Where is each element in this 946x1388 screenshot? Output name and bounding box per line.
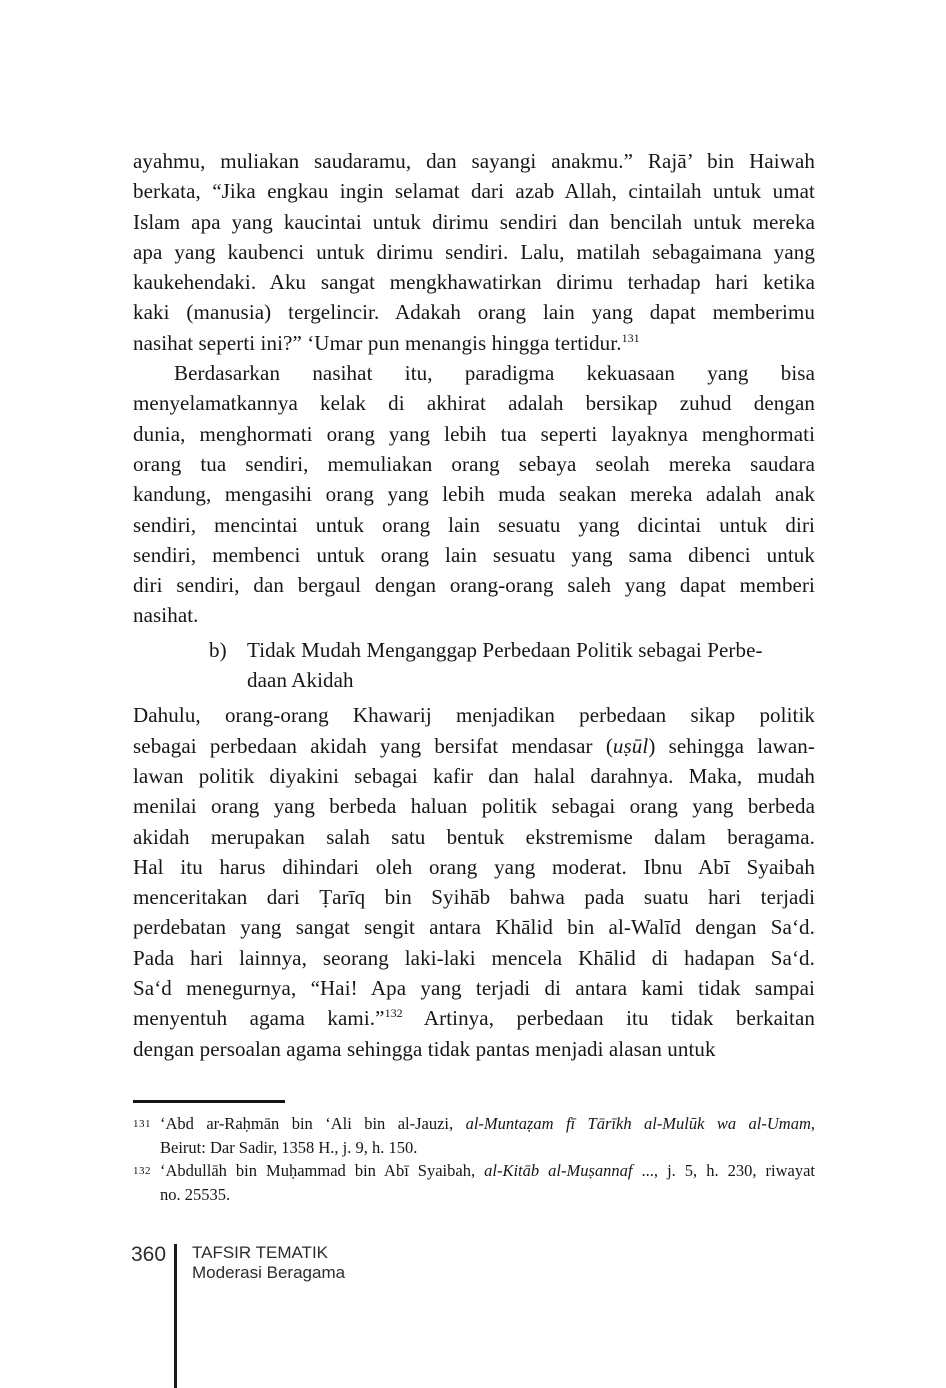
text-line (133, 510, 815, 540)
text-segment: al-Muntaẓam fī Tārīkh al-Mulūk wa al-Umam (465, 1114, 811, 1133)
book-subtitle: Moderasi Beragama (192, 1262, 346, 1282)
text-segment: sendiri, mencintai untuk orang lain sesuatu yang dicintai untuk diri (133, 512, 815, 537)
text-segment: orang tua sendiri, memuliakan orang sebaya seolah mereka saudara (133, 451, 815, 476)
text-line (133, 479, 815, 509)
text-segment: menyentuh agama kami.” (133, 1006, 385, 1031)
text-line (133, 328, 815, 358)
text-line (133, 207, 815, 237)
text-segment: menyelamatkannya kelak di akhirat adalah bersikap zuhud dengan (133, 391, 815, 416)
text-line (133, 852, 815, 882)
text-line (133, 731, 815, 761)
footnote-marker: 131 (133, 1118, 151, 1130)
text-segment: kaki (manusia) tergelincir. Adakah orang lain yang dapat memberimu (133, 300, 815, 325)
text-line (133, 761, 815, 791)
text-segment: ‘Abd ar-Raḥmān bin ‘Ali bin al-Jauzi, (160, 1114, 466, 1133)
heading-label: b) (209, 637, 227, 662)
text-segment: lawan politik diyakini sebagai kafir dan halal darahnya. Maka, mudah (133, 763, 815, 788)
heading-line: daan Akidah (247, 668, 354, 693)
paragraph (133, 146, 815, 358)
text-segment: Beirut: Dar Sadir, 1358 H., j. 9, h. 150. (160, 1137, 418, 1157)
text-segment: ‘Abdullāh bin Muḥammad bin Abī Syaibah, (160, 1161, 485, 1181)
text-segment: sebagai perbedaan akidah yang bersifat mendasar ( (133, 733, 613, 758)
text-segment: sendiri, membenci untuk orang lain sesuatu yang sama dibenci untuk (133, 542, 815, 567)
text-segment: al-Kitāb al-Muṣannaf (484, 1161, 633, 1181)
text-line (133, 449, 815, 479)
footnote-ref: 132 (384, 1006, 403, 1021)
text-line (133, 540, 815, 570)
heading-line: Tidak Mudah Menganggap Perbedaan Politik sebagai Perbe- (247, 637, 763, 662)
text-segment: menceritakan dari Ṭarīq bin Syihāb bahwa pada suatu hari terjadi (133, 885, 815, 910)
text-line (133, 297, 815, 327)
footnote-entry (133, 1159, 815, 1206)
text-line (133, 570, 815, 600)
text-segment: ..., j. 5, h. 230, riwayat (632, 1161, 815, 1181)
text-segment: menilai orang yang berbeda haluan politik sebagai orang yang berbeda (133, 794, 815, 819)
text-segment: akidah merupakan salah satu bentuk ekstremisme dalam beragama. (133, 824, 815, 849)
text-segment: apa yang kaubenci untuk dirimu sendiri. Lalu, matilah sebagaimana yang (133, 239, 815, 264)
text-segment: Berdasarkan nasihat itu, paradigma kekuasaan yang bisa (174, 361, 815, 386)
text-segment: ) sehingga lawan- (648, 733, 815, 758)
footnote-line (160, 1112, 815, 1136)
text-line (133, 176, 815, 206)
text-line (133, 822, 815, 852)
text-segment: diri sendiri, dan bergaul dengan orang-orang saleh yang dapat memberi (133, 573, 815, 598)
text-segment: Sa‘d menegurnya, “Hai! Apa yang terjadi di antara kami tidak sampai (133, 976, 815, 1001)
text-segment: berkata, “Jika engkau ingin selamat dari azab Allah, cintailah untuk umat (133, 179, 815, 204)
text-segment: , (810, 1114, 815, 1133)
section-heading (133, 635, 815, 696)
text-segment: kaukehendaki. Aku sangat mengkhawatirkan dirimu terhadap hari ketika (133, 270, 815, 295)
text-line (133, 419, 815, 449)
text-segment: dunia, menghormati orang yang lebih tua seperti layaknya menghormati (133, 421, 815, 446)
footnote-line (160, 1159, 815, 1183)
text-line (133, 267, 815, 297)
text-segment: kandung, mengasihi orang yang lebih muda seakan mereka adalah anak (133, 482, 815, 507)
paragraph (133, 700, 815, 1064)
footnote-entry (133, 1112, 815, 1159)
text-segment: uṣūl (612, 733, 649, 758)
text-line (133, 146, 815, 176)
text-line (133, 943, 815, 973)
text-line (133, 700, 815, 730)
page-number: 360 (131, 1243, 167, 1266)
text-segment: dengan persoalan agama sehingga tidak pantas menjadi alasan untuk (133, 1036, 716, 1061)
text-line (133, 600, 815, 630)
footnote-line (160, 1183, 815, 1207)
body-text (133, 146, 815, 1064)
footnote-ref: 131 (621, 330, 640, 345)
paragraph (133, 358, 815, 631)
text-segment: Artinya, perbedaan itu tidak berkaitan (402, 1006, 815, 1031)
footnotes-list (133, 1112, 815, 1206)
text-segment: nasihat seperti ini?” ‘Umar pun menangis hingga tertidur. (133, 330, 622, 355)
text-line (133, 1003, 815, 1033)
text-segment: Hal itu harus dihindari oleh orang yang moderat. Ibnu Abī Syaibah (133, 854, 815, 879)
text-segment: Pada hari lainnya, seorang laki-laki mencela Khālid di hadapan Sa‘d. (133, 945, 815, 970)
footnotes-section (133, 1100, 815, 1206)
text-line (133, 388, 815, 418)
footer-rule-line (174, 1244, 177, 1388)
text-line (133, 791, 815, 821)
text-segment: nasihat. (133, 603, 199, 628)
text-line (133, 358, 815, 388)
running-footer (192, 1243, 345, 1282)
text-line (133, 973, 815, 1003)
footnote-marker: 132 (133, 1165, 151, 1178)
text-segment: ayahmu, muliakan saudaramu, dan sayangi anakmu.” Rajā’ bin Haiwah (133, 149, 815, 173)
footnote-divider (133, 1100, 285, 1103)
text-segment: perdebatan yang sangat sengit antara Khālid bin al-Walīd dengan Sa‘d. (133, 915, 815, 940)
text-segment: no. 25535. (160, 1184, 231, 1204)
text-segment: Islam apa yang kaucintai untuk dirimu sendiri dan bencilah untuk mereka (133, 209, 815, 234)
text-line (133, 1034, 815, 1064)
text-segment: Dahulu, orang-orang Khawarij menjadikan perbedaan sikap politik (133, 703, 815, 728)
text-line (133, 237, 815, 267)
text-line (133, 912, 815, 942)
footnote-line (160, 1136, 815, 1160)
book-title: TAFSIR TEMATIK (192, 1243, 329, 1262)
text-line (133, 882, 815, 912)
